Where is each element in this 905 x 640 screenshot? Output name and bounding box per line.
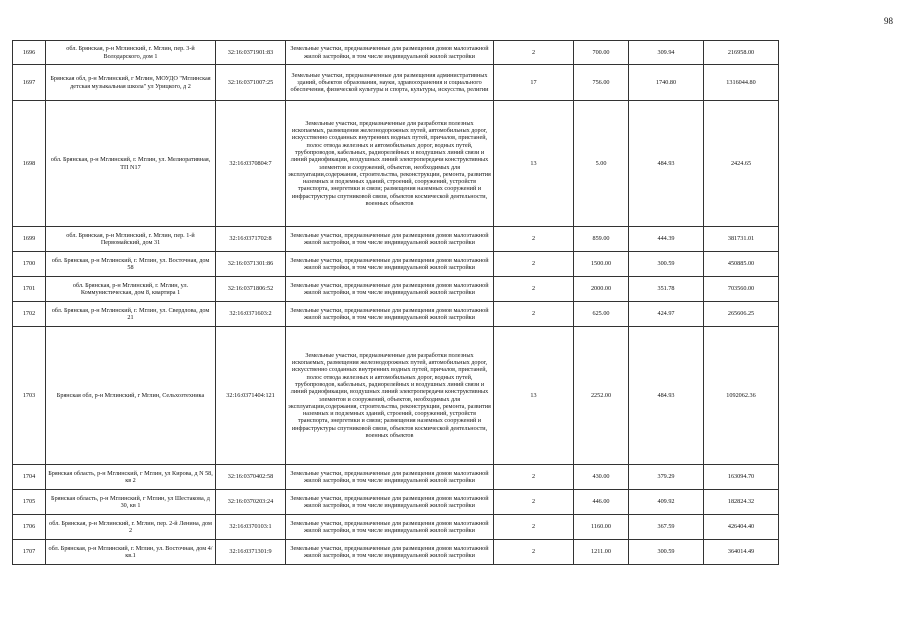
table-row: [13, 65, 894, 101]
cadastral-number: 32:16:0371603:2: [216, 302, 286, 327]
table-row: [13, 227, 894, 252]
parcel-number: 1706: [13, 515, 46, 540]
land-use-description: Земельные участки, предназначенные для разработки полезных ископаемых, размещения железнодорожных путей, автомобильных дорог, искусственно созданных внутренних водных путей, причалов, пристаней, полос отвода железных и автомобильных дорог, водных путей, трубопроводов, кабельных, радиорелейных и воздушных линий связи и линий радиофикации, воздушных линий электропередачи конструктивных элементов и сооружений, объектов, необходимых для эксплуатации,содержания, строительства, реконструкции, ремонта, развития наземных и подземных зданий, строений, сооружений, устройств транспорта, энергетики и связи; размещения наземных сооружений и инфраструктуры спутниковой связи, объектов космической деятельности, военных объектов: [286, 101, 494, 227]
land-use-description: Земельные участки, предназначенные для размещения домов малоэтажной жилой застройки, в том числе индивидуальной жилой застройки: [286, 41, 494, 65]
table-row: [13, 41, 894, 65]
table-row: [13, 515, 894, 540]
parcel-number: 1697: [13, 65, 46, 101]
cadastral-number: 32:16:0371901:83: [216, 41, 286, 65]
use-group-code: 13: [494, 327, 574, 465]
cadastral-value: 216958.00: [704, 41, 779, 65]
cadastral-rate: 379.29: [629, 465, 704, 490]
cadastral-rate: 1740.80: [629, 65, 704, 101]
cadastral-value: 1092062.36: [704, 327, 779, 465]
use-group-code: 2: [494, 41, 574, 65]
parcel-address: Брянская область, р-н Мглинский, г Мглин, ул Шестакова, д 30, кв 1: [46, 490, 216, 515]
parcel-area: 5.00: [574, 101, 629, 227]
parcel-address: обл. Брянская, р-н Мглинский, г. Мглин, ул. Коммунистическая, дом 8, квартира 1: [46, 277, 216, 302]
cadastral-rate: 444.39: [629, 227, 704, 252]
cadastral-value: 1316044.80: [704, 65, 779, 101]
use-group-code: 2: [494, 515, 574, 540]
cadastral-value: 450885.00: [704, 252, 779, 277]
parcel-area: 700.00: [574, 41, 629, 65]
page-number: 98: [884, 16, 893, 26]
cadastral-rate: 409.92: [629, 490, 704, 515]
parcel-area: 1211.00: [574, 540, 629, 565]
parcel-address: обл. Брянская, р-н Мглинский, г. Мглин, ул. Восточная, дом 58: [46, 252, 216, 277]
cadastral-rate: 351.78: [629, 277, 704, 302]
table-row: [13, 101, 894, 227]
cadastral-value: 182824.32: [704, 490, 779, 515]
land-use-description: Земельные участки, предназначенные для размещения домов малоэтажной жилой застройки, в том числе индивидуальной жилой застройки: [286, 465, 494, 490]
cadastral-rate: 309.94: [629, 41, 704, 65]
parcel-address: Брянская обл, р-н Мглинский, г Мглин, МОУДО "Мглинская детская музыкальная школа" ул Урицкого, д 2: [46, 65, 216, 101]
land-use-description: Земельные участки, предназначенные для размещения административных зданий, объектов образования, науки, здравоохранения и социального обеспечения, физической культуры и спорта, культуры, искусства, религии: [286, 65, 494, 101]
parcel-number: 1705: [13, 490, 46, 515]
parcel-address: обл. Брянская, р-н Мглинский, г. Мглин, пер. 2-й Ленина, дом 2: [46, 515, 216, 540]
cadastral-rate: 367.59: [629, 515, 704, 540]
cadastral-number: 32:16:0371404:121: [216, 327, 286, 465]
use-group-code: 2: [494, 465, 574, 490]
cadastral-number: 32:16:0370103:1: [216, 515, 286, 540]
use-group-code: 2: [494, 227, 574, 252]
cadastral-number: 32:16:0371702:8: [216, 227, 286, 252]
parcel-area: 446.00: [574, 490, 629, 515]
registry-body: [13, 41, 894, 565]
parcel-area: 2000.00: [574, 277, 629, 302]
parcel-address: обл. Брянская, р-н Мглинский, г. Мглин, ул. Мелиоративная, ТП N17: [46, 101, 216, 227]
cadastral-value: 265606.25: [704, 302, 779, 327]
table-row: [13, 540, 894, 565]
parcel-area: 1160.00: [574, 515, 629, 540]
land-use-description: Земельные участки, предназначенные для размещения домов малоэтажной жилой застройки, в том числе индивидуальной жилой застройки: [286, 540, 494, 565]
table-row: [13, 252, 894, 277]
parcel-area: 2252.00: [574, 327, 629, 465]
parcel-number: 1701: [13, 277, 46, 302]
parcel-area: 430.00: [574, 465, 629, 490]
land-use-description: Земельные участки, предназначенные для размещения домов малоэтажной жилой застройки, в том числе индивидуальной жилой застройки: [286, 277, 494, 302]
parcel-number: 1698: [13, 101, 46, 227]
cadastral-value: 364014.49: [704, 540, 779, 565]
table-row: [13, 327, 894, 465]
land-use-description: Земельные участки, предназначенные для размещения домов малоэтажной жилой застройки, в том числе индивидуальной жилой застройки: [286, 252, 494, 277]
parcel-number: 1702: [13, 302, 46, 327]
use-group-code: 17: [494, 65, 574, 101]
land-use-description: Земельные участки, предназначенные для размещения домов малоэтажной жилой застройки, в том числе индивидуальной жилой застройки: [286, 515, 494, 540]
cadastral-number: 32:16:0370203:24: [216, 490, 286, 515]
land-use-description: Земельные участки, предназначенные для размещения домов малоэтажной жилой застройки, в том числе индивидуальной жилой застройки: [286, 302, 494, 327]
table-row: [13, 490, 894, 515]
table-row: [13, 277, 894, 302]
cadastral-rate: 484.93: [629, 327, 704, 465]
cadastral-value: 381731.01: [704, 227, 779, 252]
parcel-area: 859.00: [574, 227, 629, 252]
land-use-description: Земельные участки, предназначенные для размещения домов малоэтажной жилой застройки, в том числе индивидуальной жилой застройки: [286, 490, 494, 515]
parcel-address: обл. Брянская, р-н Мглинский, г. Мглин, ул. Восточная, дом 4/кв.1: [46, 540, 216, 565]
table-row: [13, 302, 894, 327]
cadastral-number: 32:16:0371806:52: [216, 277, 286, 302]
parcel-address: Брянская область, р-н Мглинский, г Мглин, ул Кирова, д N 58, кв 2: [46, 465, 216, 490]
parcel-number: 1700: [13, 252, 46, 277]
parcel-address: Брянская обл, р-н Мглинский, г Мглин, Сельхозтехника: [46, 327, 216, 465]
parcel-number: 1703: [13, 327, 46, 465]
land-registry-table: [12, 40, 894, 565]
parcel-area: 625.00: [574, 302, 629, 327]
use-group-code: 2: [494, 540, 574, 565]
cadastral-number: 32:16:0371301:86: [216, 252, 286, 277]
cadastral-value: 703560.00: [704, 277, 779, 302]
cadastral-rate: 300.59: [629, 540, 704, 565]
use-group-code: 2: [494, 252, 574, 277]
parcel-number: 1707: [13, 540, 46, 565]
table-row: [13, 465, 894, 490]
parcel-area: 756.00: [574, 65, 629, 101]
parcel-address: обл. Брянская, р-н Мглинский, г. Мглин, ул. Свердлова, дом 21: [46, 302, 216, 327]
use-group-code: 2: [494, 302, 574, 327]
cadastral-number: 32:16:0370804:7: [216, 101, 286, 227]
parcel-address: обл. Брянская, р-н Мглинский, г. Мглин, пер. 3-й Володарского, дом 1: [46, 41, 216, 65]
cadastral-rate: 300.59: [629, 252, 704, 277]
use-group-code: 2: [494, 490, 574, 515]
parcel-number: 1696: [13, 41, 46, 65]
parcel-address: обл. Брянская, р-н Мглинский, г. Мглин, пер. 1-й Первомайский, дом 31: [46, 227, 216, 252]
cadastral-value: 426404.40: [704, 515, 779, 540]
parcel-number: 1699: [13, 227, 46, 252]
land-use-description: Земельные участки, предназначенные для размещения домов малоэтажной жилой застройки, в том числе индивидуальной жилой застройки: [286, 227, 494, 252]
cadastral-rate: 424.97: [629, 302, 704, 327]
cadastral-number: 32:16:0371007:25: [216, 65, 286, 101]
cadastral-number: 32:16:0371301:9: [216, 540, 286, 565]
use-group-code: 2: [494, 277, 574, 302]
cadastral-number: 32:16:0370402:58: [216, 465, 286, 490]
parcel-number: 1704: [13, 465, 46, 490]
use-group-code: 13: [494, 101, 574, 227]
cadastral-value: 163094.70: [704, 465, 779, 490]
parcel-area: 1500.00: [574, 252, 629, 277]
land-use-description: Земельные участки, предназначенные для разработки полезных ископаемых, размещения железнодорожных путей, автомобильных дорог, искусственно созданных внутренних водных путей, причалов, пристаней, полос отвода железных и автомобильных дорог, водных путей, трубопроводов, кабельных, радиорелейных и воздушных линий связи и линий радиофикации, воздушных линий электропередачи конструктивных элементов и сооружений, объектов, необходимых для эксплуатации,содержания, строительства, реконструкции, ремонта, развития наземных и подземных зданий, строений, сооружений, устройств транспорта, энергетики и связи; размещения наземных сооружений и инфраструктуры спутниковой связи, объектов космической деятельности, военных объектов: [286, 327, 494, 465]
cadastral-rate: 484.93: [629, 101, 704, 227]
cadastral-value: 2424.65: [704, 101, 779, 227]
